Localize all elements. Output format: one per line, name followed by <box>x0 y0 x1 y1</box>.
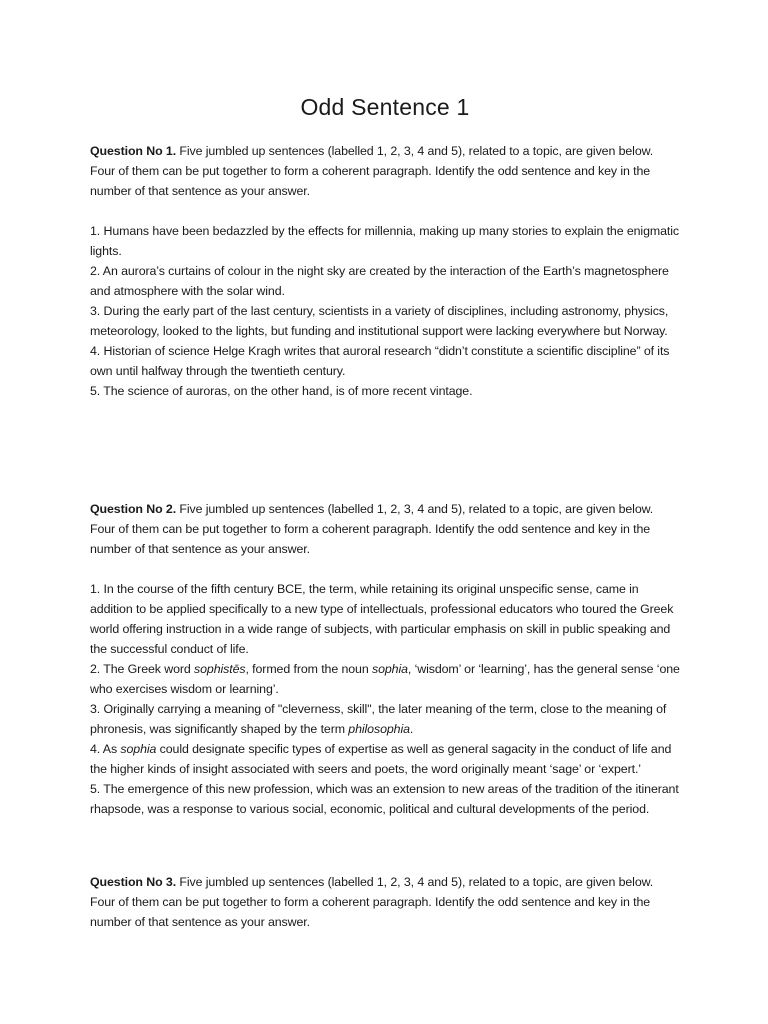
question-1-prompt: Five jumbled up sentences (labelled 1, 2, 3, 4 and 5), related to a topic, are given below. Four of them can be put together to form a coherent paragraph. Identify the odd sentence and key in the number of that sentence as your answer. <box>90 144 654 198</box>
q2-sentence-4: 4. As sophia could designate specific types of expertise as well as general sagacity in the conduct of life and the higher kinds of insight associated with seers and poets, the word originally meant ‘sage’ or ‘expert.’ <box>90 742 672 776</box>
question-1-sentences <box>90 221 680 401</box>
question-3-label: Question No 3. <box>90 875 177 889</box>
q1-sentence-2: 2. An aurora’s curtains of colour in the night sky are created by the interaction of the Earth’s magnetosphere and atmosphere with the solar wind. <box>90 264 669 298</box>
question-3-intro <box>90 872 680 932</box>
question-1-label: Question No 1. <box>90 144 177 158</box>
q1-sentence-4: 4. Historian of science Helge Kragh writes that auroral research “didn’t constitute a scientific discipline” of its own until halfway through the twentieth century. <box>90 344 670 378</box>
q2-sentence-5: 5. The emergence of this new profession, which was an extension to new areas of the tradition of the itinerant rhapsode, was a response to various social, economic, political and cultural developments of the period. <box>90 782 679 816</box>
question-2-label: Question No 2. <box>90 502 177 516</box>
page-title: Odd Sentence 1 <box>300 94 470 120</box>
q1-sentence-1: 1. Humans have been bedazzled by the effects for millennia, making up many stories to explain the enigmatic lights. <box>90 224 679 258</box>
question-2-sentences <box>90 579 680 819</box>
q1-sentence-3: 3. During the early part of the last century, scientists in a variety of disciplines, including astronomy, physics, meteorology, looked to the lights, but funding and institutional support were lacking everywhere but Norway. <box>90 304 669 338</box>
question-3-prompt: Five jumbled up sentences (labelled 1, 2, 3, 4 and 5), related to a topic, are given below. Four of them can be put together to form a coherent paragraph. Identify the odd sentence and key in the number of that sentence as your answer. <box>90 875 654 929</box>
question-2-prompt: Five jumbled up sentences (labelled 1, 2, 3, 4 and 5), related to a topic, are given below. Four of them can be put together to form a coherent paragraph. Identify the odd sentence and key in the number of that sentence as your answer. <box>90 502 654 556</box>
q2-sentence-3: 3. Originally carrying a meaning of "cleverness, skill", the later meaning of the term, close to the meaning of phronesis, was significantly shaped by the term philosophia. <box>90 702 667 736</box>
question-1-intro <box>90 141 680 201</box>
question-2-intro <box>90 499 680 559</box>
q2-sentence-1: 1. In the course of the fifth century BCE, the term, while retaining its original unspecific sense, came in addition to be applied specifically to a new type of intellectuals, professional educators who toured the Greek world offering instruction in a wide range of subjects, with particular emphasis on skill in public speaking and the successful conduct of life. <box>90 582 674 656</box>
q1-sentence-5: 5. The science of auroras, on the other hand, is of more recent vintage. <box>90 384 473 398</box>
q2-sentence-2: 2. The Greek word sophistēs, formed from the noun sophia, ‘wisdom’ or ‘learning’, has the general sense ‘one who exercises wisdom or learning’. <box>90 662 680 696</box>
